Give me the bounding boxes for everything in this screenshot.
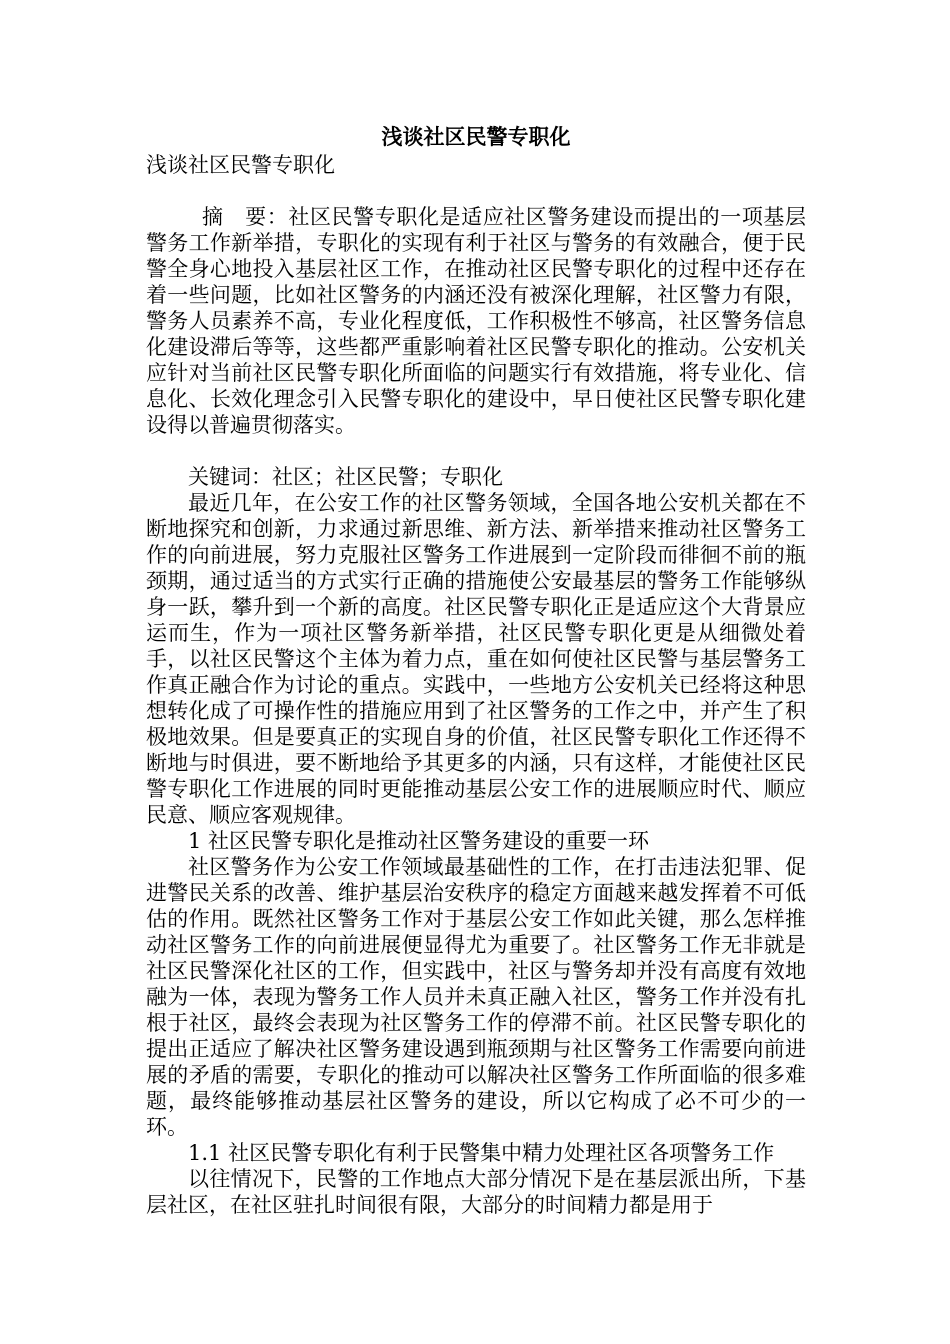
subsection-heading: 1.1 社区民警专职化有利于民警集中精力处理社区各项警务工作	[188, 1141, 775, 1165]
spacer	[146, 438, 806, 464]
abstract-paragraph: 摘 要：社区民警专职化是适应社区警务建设而提出的一项基层警务工作新举措，专职化的实现有利于社区与警务的有效融合，便于民警全身心地投入基层社区工作，在推动社区民警专职化的过程中还存在着一些问题，比如社区警务的内涵还没有被深化理解，社区警力有限，警务人员素养不高，专业化程度低，工作积极性不够高，社区警务信息化建设滞后等等，这些都严重影响着社区民警专职化的推动。公安机关应针对当前社区民警专职化所面临的问题实行有效措施，将专业化、信息化、长效化理念引入民警专职化的建设中，早日使社区民警专职化建设得以普遍贯彻落实。	[146, 205, 806, 437]
body-paragraph: 最近几年，在公安工作的社区警务领域，全国各地公安机关都在不断地探究和创新，力求通过新思维、新方法、新举措来推动社区警务工作的向前进展，努力克服社区警务工作进展到一定阶段而徘徊不前的瓶颈期，通过适当的方式实行正确的措施使公安最基层的警务工作能够纵身一跃，攀升到一个新的高度。社区民警专职化正是适应这个大背景应运而生，作为一项社区警务新举措，社区民警专职化更是从细微处着手，以社区民警这个主体为着力点，重在如何使社区民警与基层警务工作真正融合作为讨论的重点。实践中，一些地方公安机关已经将这种思想转化成了可操作性的措施应用到了社区警务的工作之中，并产生了积极地效果。但是要真正的实现自身的价值，社区民警专职化工作还得不断地与时俱进，要不断地给予其更多的内涵，只有这样，才能使社区民警专职化工作进展的同时更能推动基层公安工作的进展顺应时代、顺应民意、顺应客观规律。	[146, 491, 806, 827]
spacer	[146, 178, 806, 204]
document-page	[146, 122, 806, 1218]
body-paragraph: 社区警务作为公安工作领域最基础性的工作，在打击违法犯罪、促进警民关系的改善、维护基层治安秩序的稳定方面越来越发挥着不可低估的作用。既然社区警务工作对于基层公安工作如此关键，那么怎样推动社区警务工作的向前进展便显得尤为重要了。社区警务工作无非就是社区民警深化社区的工作，但实践中，社区与警务却并没有高度有效地融为一体，表现为警务工作人员并未真正融入社区，警务工作并没有扎根于社区，最终会表现为社区警务工作的停滞不前。社区民警专职化的提出正适应了解决社区警务建设遇到瓶颈期与社区警务工作需要向前进展的矛盾的需要，专职化的推动可以解决社区警务工作所面临的很多难题，最终能够推动基层社区警务的建设，所以它构成了必不可少的一环。	[146, 855, 806, 1139]
document-subtitle: 浅谈社区民警专职化	[146, 153, 335, 177]
document-title: 浅谈社区民警专职化	[381, 124, 571, 149]
body-paragraph: 以往情况下，民警的工作地点大部分情况下是在基层派出所，下基层社区，在社区驻扎时间很有限，大部分的时间精力都是用于	[146, 1167, 806, 1217]
section-heading: 1 社区民警专职化是推动社区警务建设的重要一环	[188, 829, 650, 853]
keywords-line: 关键词：社区；社区民警；专职化	[188, 465, 503, 489]
